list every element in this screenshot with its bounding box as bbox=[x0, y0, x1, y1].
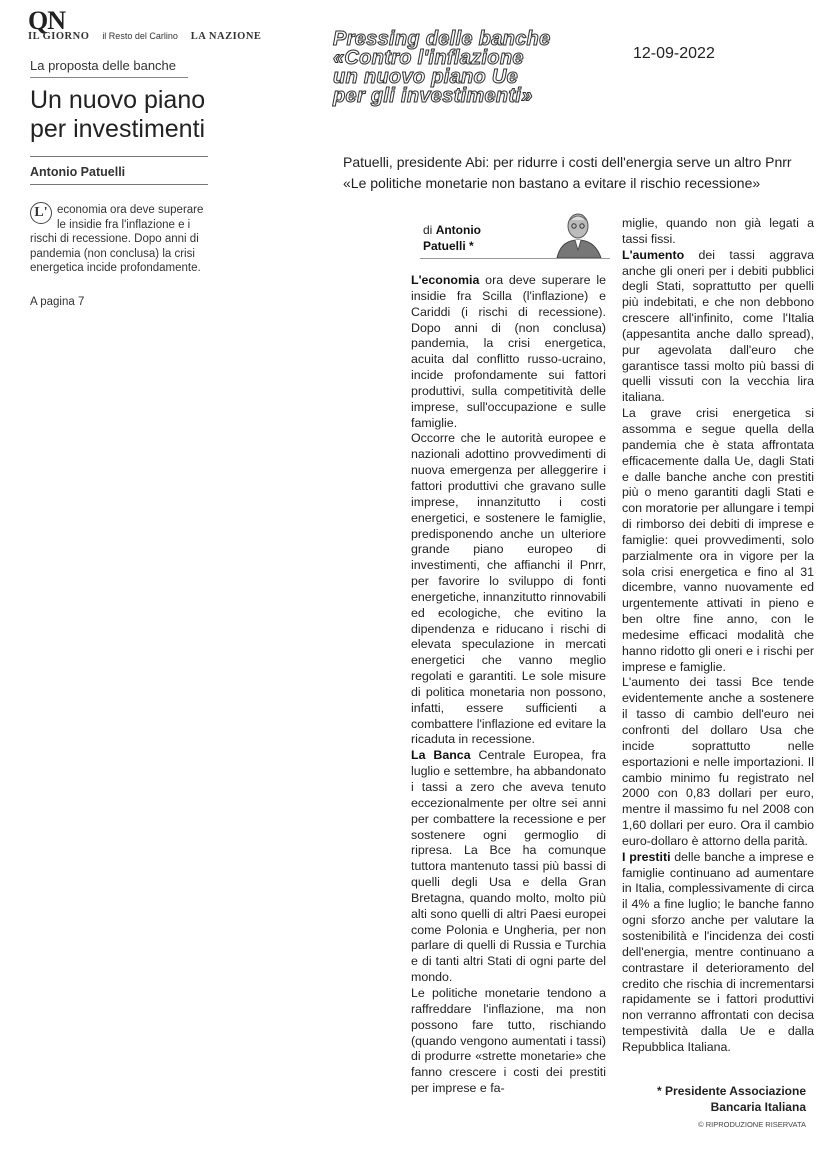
paragraph bbox=[411, 986, 606, 1097]
divider bbox=[30, 184, 208, 185]
paragraph-text: miglie, quando non già legati a tassi fissi. bbox=[622, 216, 814, 246]
paragraph bbox=[622, 675, 814, 849]
paragraph bbox=[411, 431, 606, 748]
article-headline-line: Pressing delle banche bbox=[333, 28, 551, 50]
paragraph bbox=[622, 850, 814, 1056]
article-headline-line: «Contro l'inflazione bbox=[333, 47, 524, 69]
paper-il-giorno: IL GIORNO bbox=[28, 31, 90, 42]
author-signature bbox=[636, 1084, 806, 1115]
paragraph-text: ora deve superare le insidie fra Scilla (l'inflazione) e Cariddi (i rischi di recessione). Dopo anni di (non conclusa) pandemia, la crisi energetica, acuita dal conflitto russo-ucraino, incide profondamente sui fattori produttivi, sulla competitività delle imprese, sull'occupazione e sulle famiglie. bbox=[411, 273, 606, 430]
paragraph-text: dei tassi aggrava anche gli oneri per i debiti pubblici degli Stati, soprattutto per quelli più indebitati, e che non debbono crescere all'infinito, come l'Italia (appesantita anche dallo spread), pur agevolata dall'euro che garantisce tassi molto più bassi di quelli vissuti con la vecchia lira italiana. bbox=[622, 247, 814, 405]
front-summary bbox=[30, 203, 206, 276]
paragraph bbox=[622, 406, 814, 675]
paragraph-lead: L'economia bbox=[411, 273, 480, 287]
signature-line: * Presidente Associazione bbox=[657, 1084, 806, 1098]
article-subtitle bbox=[343, 152, 792, 194]
article-column-1 bbox=[411, 273, 606, 1097]
paragraph-text: La grave crisi energetica si assomma e segue quella della pandemia che è stata affrontata efficacemente dalla Ue, dagli Stati e dalle banche anche con prestiti più o meno garantiti dagli Stati e con moratorie per allungare i tempi di rimborso dei debiti di imprese e famiglie: quei provvedimenti, solo parzialmente ora in vigore per la sola crisi energetica e fino al 31 dicembre, vanno nuovamente ed urgentemente attivati in pieno e ben oltre fine anno, con le medesime efficaci modalità che hanno ridotto gli oneri e i rischi per imprese e famiglie. bbox=[622, 406, 814, 674]
front-kicker: La proposta delle banche bbox=[30, 58, 177, 73]
front-summary-text: economia ora deve superare le insidie fra l'inflazione e i rischi di recessione. Dopo anni di pandemia (non conclusa) la crisi energetica incide profondamente. bbox=[30, 204, 204, 275]
paragraph-text: L'aumento dei tassi Bce tende evidentemente anche a sostenere il tasso di cambio dell'euro nei confronti del dollaro Usa che incide soprattutto nelle esportazioni e nelle importazioni. Il cambio minimo fu registrato nel 2000 con 0,83 dollari per euro, mentre il massimo fu nel 2008 con 1,60 dollari per euro. Ora il cambio euro-dollaro è attorno della parità. bbox=[622, 675, 814, 848]
divider bbox=[30, 156, 208, 157]
front-author: Antonio Patuelli bbox=[30, 165, 126, 179]
paragraph-lead: I prestiti bbox=[622, 849, 671, 864]
paragraph-text: Le politiche monetarie tendono a raffreddare l'inflazione, ma non possono fare tutto, rischiando (quando vengono aumentati i tassi) di produrre «strette monetarie» che fanno crescere i costi dei prestiti per imprese e fa- bbox=[411, 985, 606, 1096]
page-reference: A pagina 7 bbox=[30, 296, 85, 308]
paragraph bbox=[622, 216, 814, 248]
qn-logo: QN bbox=[28, 6, 65, 35]
paragraph-text: Occorre che le autorità europee e nazionali adottino provvedimenti di nuova emergenza per alleggerire i fattori produttivi che gravano sulle imprese, innanzitutto i costi energetici, e sostenere le famiglie, predisponendo anche un ulteriore grande piano europeo di investimenti, che affianchi il Pnrr, per favorire lo sviluppo di fonti energetiche, innanzitutto rinnovabili ed ecologiche, che evitino la dipendenza e riducano i rischi di elevata speculazione in mercati energetici che vanno meglio regolati e garantiti. Le sole misure di politica monetaria non possono, infatti, essere sufficienti a combattere l'inflazione ed evitare la ricaduta in recessione. bbox=[411, 431, 606, 747]
paper-resto-del-carlino: il Resto del Carlino bbox=[102, 31, 178, 41]
article-column-2 bbox=[622, 216, 814, 1056]
author-portrait bbox=[553, 210, 607, 258]
paragraph bbox=[622, 248, 814, 406]
paragraph-lead: L'aumento bbox=[622, 247, 685, 262]
byline-name: Patuelli * bbox=[423, 239, 474, 253]
subtitle-line: «Le politiche monetarie non bastano a evitare il rischio recessione» bbox=[343, 175, 761, 191]
article-headline bbox=[333, 30, 551, 106]
front-headline bbox=[30, 86, 230, 144]
publication-date: 12-09-2022 bbox=[633, 45, 715, 62]
kicker-underline bbox=[30, 77, 188, 78]
copyright-notice: © RIPRODUZIONE RISERVATA bbox=[698, 1120, 806, 1129]
front-headline-line: Un nuovo piano bbox=[30, 86, 206, 114]
front-headline-line: per investimenti bbox=[30, 115, 206, 143]
byline-name: Antonio bbox=[435, 223, 482, 237]
newspaper-names bbox=[28, 30, 271, 42]
byline-prefix: di bbox=[423, 223, 433, 237]
paragraph-lead: La Banca bbox=[411, 748, 471, 763]
article-byline bbox=[423, 222, 481, 254]
article-headline-line: un nuovo piano Ue bbox=[333, 66, 519, 88]
paragraph-text: Centrale Europea, fra luglio e settembre, ha abbandonato i tassi a zero che aveva tenuto eccezionalmente per oltre sei anni per combattere la recessione e per sostenere ogni germoglio di ripresa. La Bce ha comunque tuttora mantenuto tassi più bassi di quelli degli Usa e della Gran Bretagna, quando molto, molto più alti sono quelli di altri Paesi europei come Polonia e Ungheria, per non parlare di quelli di Russia e Turchia e di tanti altri Stati di ogni parte del mondo. bbox=[411, 748, 606, 985]
paragraph-text: delle banche a imprese e famiglie continuano ad aumentare in Italia, complessivamente di circa il 4% a fine luglio; le banche fanno ogni sforzo anche per valutare la sostenibilità e l'incidenza dei costi dell'energia, mentre continuano a contrastare il deterioramento del credito che rischia di incrementarsi rapidamente se i fattori produttivi non verranno affrontati con decisa tempestività dalla Ue e dalla Repubblica Italiana. bbox=[622, 849, 814, 1054]
paper-la-nazione: LA NAZIONE bbox=[190, 31, 262, 42]
paragraph bbox=[411, 273, 606, 431]
article-headline-line: per gli investimenti» bbox=[333, 85, 533, 107]
signature-line: Bancaria Italiana bbox=[710, 1099, 806, 1114]
dropcap: L' bbox=[30, 202, 52, 224]
paragraph bbox=[411, 748, 606, 986]
byline-divider bbox=[420, 258, 610, 259]
subtitle-line: Patuelli, presidente Abi: per ridurre i costi dell'energia serve un altro Pnrr bbox=[343, 154, 792, 170]
